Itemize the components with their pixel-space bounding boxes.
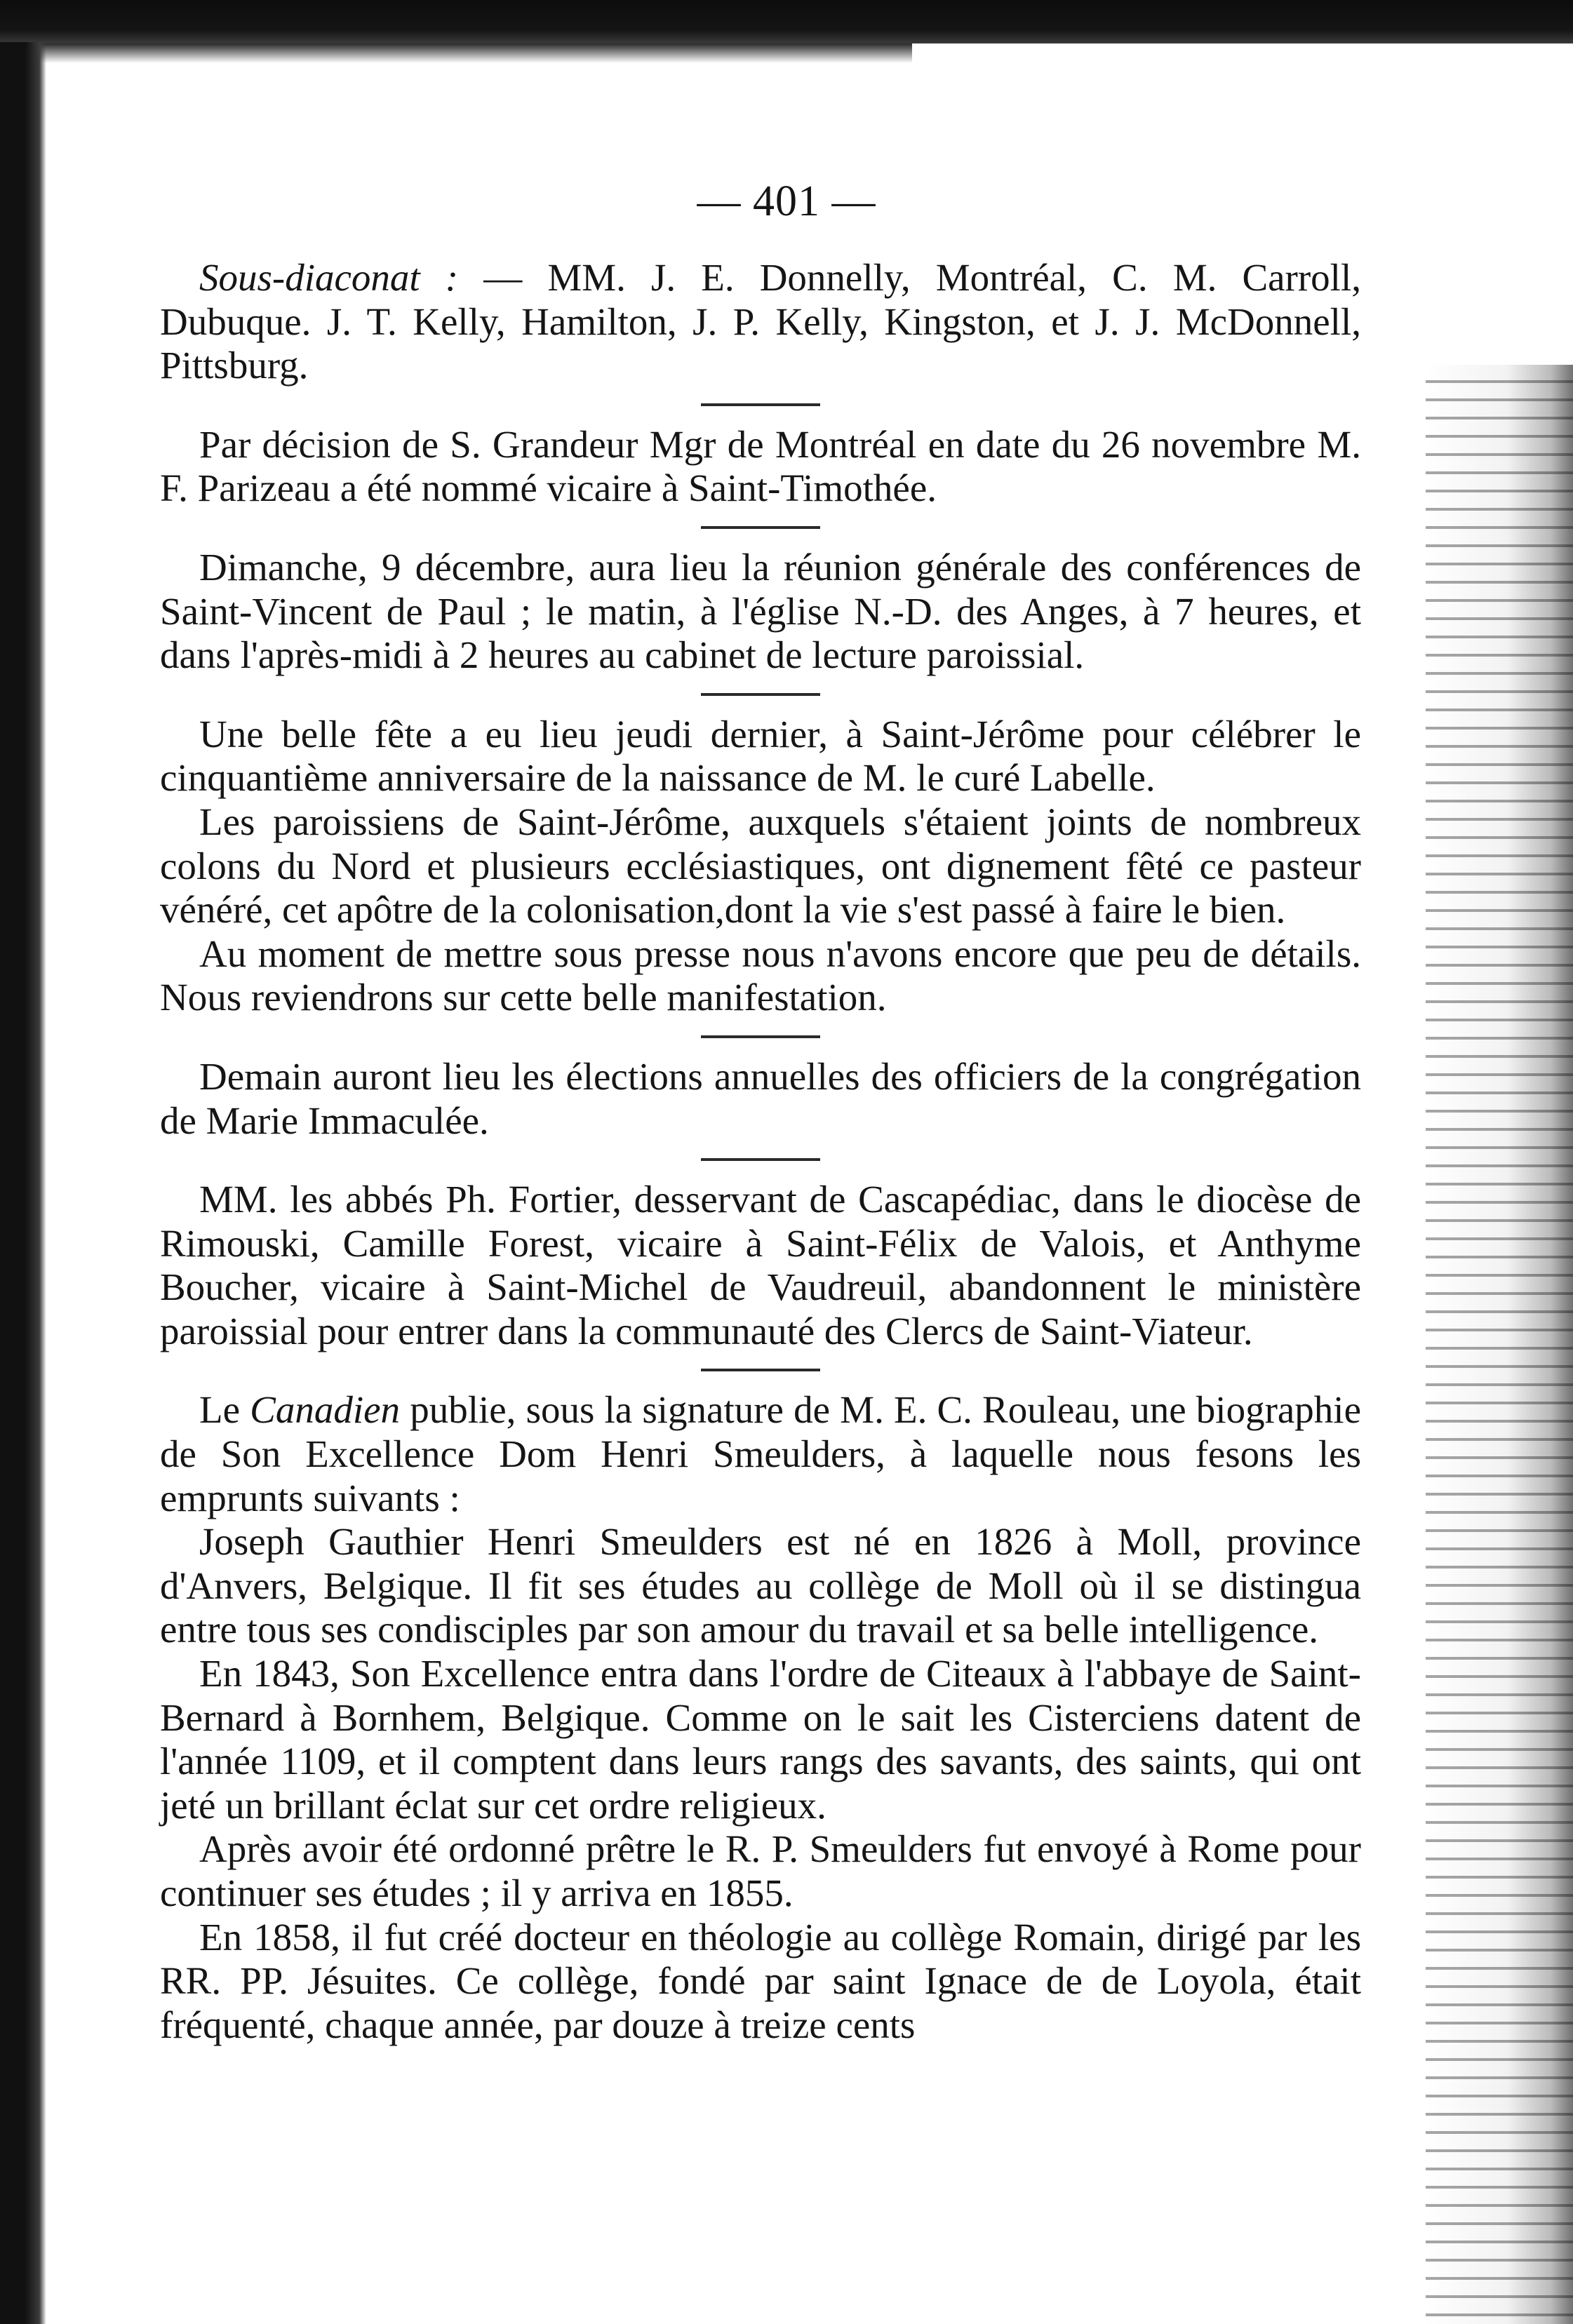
scan-right-edge-noise [1426, 365, 1573, 2324]
paragraph-text: En 1858, il fut créé docteur en théologie au collège Romain, dirigé par les RR. PP. Jésuites. Ce collège, fondé par saint Ignace de de Loyola, était fréquenté, chaque année, par douze à treize cents [160, 1915, 1361, 2046]
section-divider [701, 1369, 820, 1371]
paragraph-text: Les paroissiens de Saint-Jérôme, auxquels s'étaient joints de nombreux colons du Nord et plusieurs ecclésiastiques, ont dignement fêté ce pasteur vénéré, cet apôtre de la colonisation,dont la vie s'est passé à faire le bien. [160, 800, 1361, 932]
paragraph [160, 932, 1361, 1020]
paragraph [160, 1388, 1361, 1520]
paragraph-text: — MM. J. E. Donnelly, Montréal, C. M. Carroll, Dubuque. J. T. Kelly, Hamilton, J. P. Kelly, Kingston, et J. J. McDonnell, Pittsburg. [160, 256, 1361, 387]
paragraph [160, 1520, 1361, 1652]
scan-top-shadow [0, 43, 912, 63]
paragraph [160, 1055, 1361, 1143]
paragraph [160, 1827, 1361, 1915]
page-number: — 401 — [697, 177, 876, 225]
section-divider [701, 526, 820, 529]
paragraph-text: Joseph Gauthier Henri Smeulders est né en 1826 à Moll, province d'Anvers, Belgique. Il fit ses études au collège de Moll où il se distingua entre tous ses condisciples par son amour du travail et sa belle intelligence. [160, 1520, 1361, 1651]
paragraph [160, 256, 1361, 388]
italic-label: Canadien [250, 1388, 401, 1432]
paragraph-text: Demain auront lieu les élections annuelles des officiers de la congrégation de Marie Immaculée. [160, 1054, 1361, 1142]
article-body [160, 256, 1361, 2047]
paragraph-text: publie, sous la signature de M. E. C. Rouleau, une biographie de Son Excellence Dom Henri Smeulders, à laquelle nous fesons les emprunts suivants : [160, 1388, 1361, 1519]
paragraph-text: Après avoir été ordonné prêtre le R. P. Smeulders fut envoyé à Rome pour continuer ses études ; il y arriva en 1855. [160, 1827, 1361, 1914]
paragraph [160, 423, 1361, 511]
paragraph-text: Dimanche, 9 décembre, aura lieu la réunion générale des conférences de Saint-Vincent de Paul ; le matin, à l'église N.-D. des Anges, à 7 heures, et dans l'après-midi à 2 heures au cabinet de lecture paroissial. [160, 545, 1361, 677]
paragraph [160, 1178, 1361, 1353]
paragraph-text: MM. les abbés Ph. Fortier, desservant de Cascapédiac, dans le diocèse de Rimouski, Camille Forest, vicaire à Saint-Félix de Valois, et Anthyme Boucher, vicaire à Saint-Michel de Vaudreuil, abandonnent le ministère paroissial pour entrer dans la communauté des Clercs de Saint-Viateur. [160, 1178, 1361, 1352]
paragraph [160, 713, 1361, 800]
paragraph-text: En 1843, Son Excellence entra dans l'ordre de Citeaux à l'abbaye de Saint-Bernard à Bornhem, Belgique. Comme on le sait les Cisterciens datent de l'année 1109, et il comptent dans leurs rangs des savants, des saints, qui ont jeté un brillant éclat sur cet ordre religieux. [160, 1652, 1361, 1827]
paragraph-lead: Le [199, 1388, 250, 1432]
scan-left-border [0, 42, 46, 2324]
paragraph [160, 546, 1361, 678]
scan-top-border [0, 0, 1573, 43]
section-divider [701, 693, 820, 696]
paragraph [160, 800, 1361, 932]
italic-label: Sous-diaconat : [199, 256, 459, 299]
section-divider [701, 1158, 820, 1161]
section-divider [701, 403, 820, 406]
paragraph-text: Une belle fête a eu lieu jeudi dernier, à Saint-Jérôme pour célébrer le cinquantième anniversaire de la naissance de M. le curé Labelle. [160, 712, 1361, 800]
paragraph-text: Au moment de mettre sous presse nous n'avons encore que peu de détails. Nous reviendrons sur cette belle manifestation. [160, 932, 1361, 1019]
section-divider [701, 1035, 820, 1038]
paragraph [160, 1916, 1361, 2048]
paragraph [160, 1652, 1361, 1827]
paragraph-text: Par décision de S. Grandeur Mgr de Montréal en date du 26 novembre M. F. Parizeau a été nommé vicaire à Saint-Timothée. [160, 422, 1361, 510]
